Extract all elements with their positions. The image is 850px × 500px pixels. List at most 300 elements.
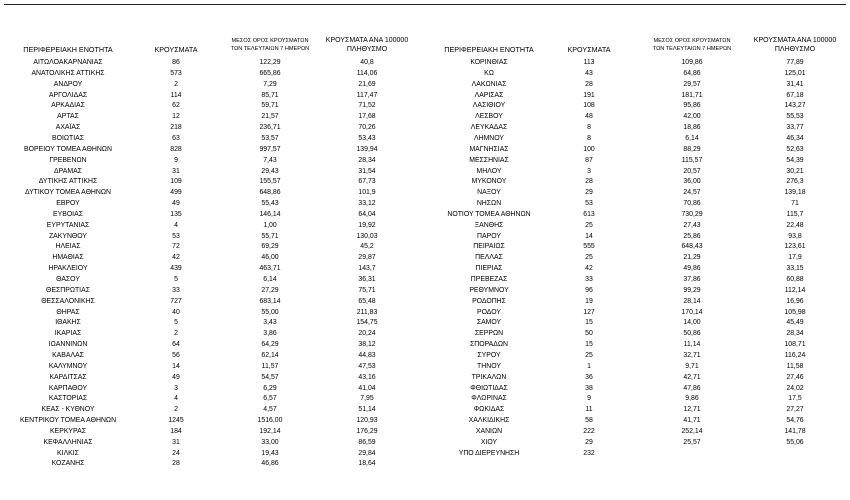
right-row-0-per100k: 77,89 [786,59,804,66]
left-row-11-per100k: 67,73 [358,178,376,186]
right-row-23-avg7: 170,14 [681,308,703,316]
left-row-36-cases: 24 [172,449,180,457]
right-row-10-region: ΜΗΛΟΥ [476,167,502,175]
right-row-24-cases: 15 [585,319,593,327]
right-row-6-region: ΛΕΥΚΑΔΑΣ [470,124,508,132]
left-row-8-region: ΒΟΡΕΙΟΥ ΤΟΜΕΑ ΑΘΗΝΩΝ [24,145,112,153]
left-row-25-cases: 2 [174,330,178,338]
right-row-7-cases: 8 [587,134,591,142]
left-row-21-avg7: 27,29 [261,286,279,294]
right-row-17-region: ΠΕΙΡΑΙΩΣ [473,243,505,251]
left-row-21-region: ΘΕΣΠΡΩΤΙΑΣ [46,286,90,294]
left-row-15-cases: 4 [174,221,178,229]
left-row-23-avg7: 55,00 [261,308,279,316]
right-row-5-cases: 48 [585,113,593,121]
left-row-12-per100k: 101,9 [358,189,376,197]
right-row-3-region: ΛΑΡΙΣΑΣ [474,91,504,99]
left-row-10-per100k: 31,54 [358,167,376,175]
right-row-22-per100k: 16,96 [786,297,804,305]
left-row-11-avg7: 155,57 [259,178,281,186]
left-row-16-region: ΖΑΚΥΝΘΟΥ [48,232,88,240]
right-row-27-avg7: 32,71 [683,351,701,359]
right-row-21-avg7: 99,29 [683,286,701,294]
right-row-20-per100k: 60,88 [786,276,804,283]
left-row-6-cases: 218 [170,124,182,132]
right-row-10-per100k: 30,21 [786,167,804,175]
right-row-8-avg7: 88,29 [683,145,701,153]
right-row-10-cases: 3 [587,167,591,175]
right-row-31-per100k: 17,5 [788,395,802,403]
right-row-28-avg7: 9,71 [685,362,699,370]
right-row-20-cases: 33 [585,276,593,283]
left-row-14-cases: 135 [170,210,182,218]
left-row-34-cases: 184 [170,427,182,435]
right-row-19-region: ΠΙΕΡΙΑΣ [475,265,503,273]
right-row-21-region: ΡΕΘΥΜΝΟΥ [469,286,509,294]
left-row-0-per100k: 40,8 [360,59,374,66]
left-row-12-region: ΔΥΤΙΚΟΥ ΤΟΜΕΑ ΑΘΗΝΩΝ [24,189,112,197]
right-row-11-per100k: 276,3 [786,178,804,186]
right-row-34-cases: 222 [583,427,595,435]
left-row-29-avg7: 54,57 [261,373,279,381]
right-row-33-avg7: 41,71 [683,417,701,425]
right-row-1-per100k: 125,01 [784,69,806,77]
right-header-avg-line2: ΤΩΝ ΤΕΛΕΥΤΑΙΩΝ 7 ΗΜΕΡΩΝ [652,46,732,52]
left-row-8-per100k: 139,94 [356,145,378,153]
right-row-7-per100k: 46,34 [786,134,804,142]
left-row-19-cases: 439 [170,265,182,273]
left-row-6-per100k: 70,26 [358,124,376,132]
left-header-per100k-line1: ΚΡΟΥΣΜΑΤΑ ΑΝΑ 100000 [325,37,409,44]
right-header-region: ΠΕΡΙΦΕΡΕΙΑΚΗ ΕΝΟΤΗΤΑ [444,45,534,54]
left-row-33-per100k: 120,93 [356,417,378,425]
left-row-26-region: ΙΩΑΝΝΙΝΩΝ [48,341,88,349]
left-row-18-per100k: 29,87 [358,254,376,262]
right-header-avg-line1: ΜΕΣΟΣ ΟΡΟΣ ΚΡΟΥΣΜΑΤΩΝ [653,38,731,44]
right-row-3-avg7: 181,71 [681,91,703,99]
left-row-24-region: ΙΘΑΚΗΣ [55,319,81,327]
right-row-3-per100k: 67,18 [786,91,804,99]
left-row-24-avg7: 3,43 [263,319,277,327]
left-row-32-avg7: 4,57 [263,406,277,414]
left-row-15-per100k: 19,92 [358,221,376,229]
left-row-32-per100k: 51,14 [358,406,376,414]
right-row-23-cases: 127 [583,308,595,316]
right-row-19-per100k: 33,15 [786,265,804,273]
right-row-26-cases: 15 [585,341,593,349]
left-row-28-cases: 14 [172,362,180,370]
left-row-15-region: ΕΥΡΥΤΑΝΙΑΣ [46,221,90,229]
right-row-36-cases: 232 [583,449,595,457]
right-row-22-avg7: 28,14 [683,297,701,305]
right-row-0-region: ΚΟΡΙΝΘΙΑΣ [470,59,508,66]
left-row-29-region: ΚΑΡΔΙΤΣΑΣ [49,373,87,381]
right-row-27-region: ΣΥΡΟΥ [477,351,501,359]
left-row-20-region: ΘΑΣΟΥ [56,276,80,283]
right-row-2-per100k: 31,41 [786,80,804,88]
right-row-23-region: ΡΟΔΟΥ [476,308,502,316]
right-row-32-cases: 11 [585,406,593,414]
right-row-18-cases: 25 [585,254,593,262]
left-row-36-region: ΚΙΛΚΙΣ [57,449,79,457]
left-row-30-avg7: 6,29 [263,384,277,392]
right-row-17-cases: 555 [583,243,595,251]
right-row-8-region: ΜΑΓΝΗΣΙΑΣ [469,145,509,153]
left-row-33-cases: 1245 [168,417,184,425]
right-row-12-cases: 29 [585,189,593,197]
right-row-0-avg7: 109,86 [681,59,703,66]
right-row-26-per100k: 108,71 [784,341,806,349]
left-row-7-region: ΒΟΙΩΤΙΑΣ [51,134,85,142]
right-row-25-region: ΣΕΡΡΩΝ [474,330,504,338]
right-row-11-avg7: 36,00 [683,178,701,186]
right-row-28-cases: 1 [587,362,591,370]
left-row-25-per100k: 20,24 [358,330,376,338]
right-row-36-region: ΥΠΟ ΔΙΕΡΕΥΝΗΣΗ [458,449,520,457]
right-row-27-cases: 25 [585,351,593,359]
left-row-20-avg7: 6,14 [263,276,277,283]
left-row-11-region: ΔΥΤΙΚΗΣ ΑΤΤΙΚΗΣ [38,178,98,186]
left-row-30-region: ΚΑΡΠΑΘΟΥ [48,384,88,392]
left-row-0-avg7: 122,29 [259,59,281,66]
left-row-5-per100k: 17,68 [358,113,376,121]
right-row-1-region: ΚΩ [484,69,494,77]
right-row-15-region: ΞΑΝΘΗΣ [474,221,504,229]
right-row-18-per100k: 17,9 [788,254,802,262]
left-row-1-region: ΑΝΑΤΟΛΙΚΗΣ ΑΤΤΙΚΗΣ [31,69,105,77]
right-row-24-region: ΣΑΜΟΥ [476,319,502,327]
left-row-18-avg7: 46,00 [261,254,279,262]
left-row-2-avg7: 7,29 [263,80,277,88]
left-row-4-per100k: 71,52 [358,102,376,110]
left-row-19-region: ΗΡΑΚΛΕΙΟΥ [48,265,88,273]
left-row-17-avg7: 69,29 [261,243,279,251]
right-row-0-cases: 113 [583,59,595,66]
right-row-33-cases: 58 [585,417,593,425]
right-row-11-region: ΜΥΚΟΝΟΥ [471,178,507,186]
right-row-2-cases: 28 [585,80,593,88]
right-row-29-avg7: 42,71 [683,373,701,381]
left-row-14-avg7: 146,14 [259,210,281,218]
right-row-4-region: ΛΑΣΙΘΙΟΥ [472,102,506,110]
right-row-17-per100k: 123,61 [784,243,806,251]
left-row-10-cases: 31 [172,167,180,175]
right-row-35-avg7: 25,57 [683,438,701,446]
left-row-36-avg7: 19,43 [261,449,279,457]
left-row-4-cases: 62 [172,102,180,110]
left-row-9-avg7: 7,43 [263,156,277,164]
left-row-23-cases: 40 [172,308,180,316]
left-row-6-avg7: 236,71 [259,124,281,132]
left-row-2-region: ΑΝΔΡΟΥ [53,80,83,88]
right-row-22-region: ΡΟΔΟΠΗΣ [472,297,506,305]
left-row-18-cases: 42 [172,254,180,262]
right-row-31-cases: 9 [587,395,591,403]
right-row-29-region: ΤΡΙΚΑΛΩΝ [471,373,507,381]
left-row-37-cases: 28 [172,460,180,468]
left-row-23-per100k: 211,83 [356,308,378,316]
right-row-20-region: ΠΡΕΒΕΖΑΣ [470,276,508,283]
right-row-32-per100k: 27,27 [786,406,804,414]
right-row-14-per100k: 115,7 [786,210,804,218]
left-header-per100k-line2: ΠΛΗΘΥΣΜΟ [346,46,388,53]
left-header-region: ΠΕΡΙΦΕΡΕΙΑΚΗ ΕΝΟΤΗΤΑ [23,45,113,54]
right-row-9-per100k: 54,39 [786,156,804,164]
right-row-19-avg7: 49,86 [683,265,701,273]
right-row-30-per100k: 24,02 [786,384,804,392]
right-row-20-avg7: 37,86 [683,276,701,283]
left-row-3-avg7: 85,71 [261,91,279,99]
right-row-14-region: ΝΟΤΙΟΥ ΤΟΜΕΑ ΑΘΗΝΩΝ [447,210,531,218]
right-row-13-per100k: 71 [791,200,799,208]
left-row-13-avg7: 55,43 [261,200,279,208]
left-row-13-cases: 49 [172,200,180,208]
right-header-per100k-line1: ΚΡΟΥΣΜΑΤΑ ΑΝΑ 100000 [753,37,837,44]
left-row-26-cases: 64 [172,341,180,349]
right-row-11-cases: 28 [585,178,593,186]
left-row-0-cases: 86 [172,59,180,66]
right-row-28-per100k: 11,58 [786,362,804,370]
left-row-18-region: ΗΜΑΘΙΑΣ [52,254,84,262]
right-header-per100k-line2: ΠΛΗΘΥΣΜΟ [774,46,816,53]
right-header-cases: ΚΡΟΥΣΜΑΤΑ [567,45,611,54]
left-row-28-avg7: 11,57 [261,362,279,370]
left-row-17-region: ΗΛΕΙΑΣ [55,243,81,251]
right-row-1-avg7: 64,86 [683,69,701,77]
right-row-7-region: ΛΗΜΝΟΥ [473,134,505,142]
left-row-14-per100k: 64,04 [358,210,376,218]
left-row-13-region: ΕΒΡΟΥ [56,200,80,208]
left-header-avg-line1: ΜΕΣΟΣ ΟΡΟΣ ΚΡΟΥΣΜΑΤΩΝ [231,38,309,44]
left-row-37-region: ΚΟΖΑΝΗΣ [51,460,85,468]
left-row-1-per100k: 114,06 [356,69,378,77]
right-row-4-avg7: 95,86 [683,102,701,110]
right-row-35-cases: 29 [585,438,593,446]
top-rule [4,4,846,5]
left-row-5-cases: 12 [172,113,180,121]
right-row-3-cases: 191 [583,91,595,99]
left-row-16-per100k: 130,03 [356,232,378,240]
left-row-17-per100k: 45,2 [360,243,374,251]
left-row-8-avg7: 997,57 [259,145,281,153]
left-row-20-cases: 5 [174,276,178,283]
right-row-7-avg7: 6,14 [685,134,699,142]
left-row-16-cases: 53 [172,232,180,240]
right-row-25-per100k: 28,34 [786,330,804,338]
left-row-9-cases: 9 [174,156,178,164]
right-row-2-region: ΛΑΚΩΝΙΑΣ [471,80,507,88]
right-row-16-avg7: 25,86 [683,232,701,240]
left-row-31-region: ΚΑΣΤΟΡΙΑΣ [48,395,88,403]
left-row-31-per100k: 7,95 [360,395,374,403]
left-row-32-region: ΚΕΑΣ - ΚΥΘΝΟΥ [41,406,95,414]
right-row-32-region: ΦΩΚΙΔΑΣ [473,406,505,414]
right-row-25-avg7: 50,86 [683,330,701,338]
left-row-5-avg7: 21,57 [261,113,279,121]
right-row-9-avg7: 115,57 [681,156,703,164]
left-row-1-cases: 573 [170,69,182,77]
left-row-25-region: ΙΚΑΡΙΑΣ [54,330,82,338]
right-row-17-avg7: 648,43 [681,243,703,251]
left-row-20-per100k: 36,31 [358,276,376,283]
left-row-10-region: ΔΡΑΜΑΣ [54,167,82,175]
left-row-24-cases: 5 [174,319,178,327]
right-row-9-cases: 87 [585,156,593,164]
left-row-14-region: ΕΥΒΟΙΑΣ [53,210,83,218]
left-row-22-region: ΘΕΣΣΑΛΟΝΙΚΗΣ [41,297,95,305]
right-row-35-region: ΧΙΟΥ [480,438,498,446]
right-row-16-cases: 14 [585,232,593,240]
right-row-12-region: ΝΑΞΟΥ [477,189,501,197]
left-row-30-cases: 3 [174,384,178,392]
right-row-4-per100k: 143,27 [784,102,806,110]
left-row-17-cases: 72 [172,243,180,251]
left-row-22-cases: 727 [170,297,182,305]
right-row-8-per100k: 52,63 [786,145,804,153]
right-row-10-avg7: 20,57 [683,167,701,175]
left-row-9-region: ΓΡΕΒΕΝΩΝ [49,156,87,164]
left-row-27-cases: 56 [172,351,180,359]
left-row-33-region: ΚΕΝΤΡΙΚΟΥ ΤΟΜΕΑ ΑΘΗΝΩΝ [19,417,117,425]
left-row-5-region: ΑΡΤΑΣ [57,113,79,121]
right-row-29-cases: 36 [585,373,593,381]
right-row-26-region: ΣΠΟΡΑΔΩΝ [469,341,509,349]
left-row-28-region: ΚΑΛΥΜΝΟΥ [48,362,88,370]
left-row-4-avg7: 59,71 [261,102,279,110]
left-row-19-avg7: 463,71 [259,265,281,273]
right-row-21-cases: 96 [585,286,593,294]
left-row-33-avg7: 1516,00 [257,417,283,425]
left-row-27-avg7: 62,14 [261,351,279,359]
left-row-35-per100k: 86,59 [358,438,376,446]
left-row-3-cases: 114 [170,91,182,99]
left-row-35-cases: 31 [172,438,180,446]
left-row-24-per100k: 154,75 [356,319,378,327]
right-row-5-region: ΛΕΣΒΟΥ [475,113,503,121]
right-row-27-per100k: 116,24 [784,351,806,359]
right-row-13-region: ΝΗΣΩΝ [476,200,502,208]
left-row-31-cases: 4 [174,395,178,403]
left-row-29-cases: 49 [172,373,180,381]
left-row-12-avg7: 648,86 [259,189,281,197]
left-row-9-per100k: 28,34 [358,156,376,164]
right-row-33-per100k: 54,76 [786,417,804,425]
left-row-12-cases: 499 [170,189,182,197]
right-row-18-avg7: 21,29 [683,254,701,262]
right-row-12-per100k: 139,18 [784,189,806,197]
left-row-1-avg7: 665,86 [259,69,281,77]
right-row-31-region: ΦΛΩΡΙΝΑΣ [471,395,507,403]
left-row-28-per100k: 47,53 [358,362,376,370]
left-row-22-per100k: 65,48 [358,297,376,305]
right-row-34-region: ΧΑΝΙΩΝ [475,427,503,435]
right-row-6-avg7: 18,86 [683,124,701,132]
left-row-0-region: ΑΙΤΩΛΟΑΚΑΡΝΑΝΙΑΣ [33,59,103,66]
left-header-cases: ΚΡΟΥΣΜΑΤΑ [154,45,198,54]
left-row-7-avg7: 53,57 [261,134,279,142]
left-row-37-per100k: 18,64 [358,460,376,468]
left-row-34-avg7: 192,14 [259,427,281,435]
right-row-5-avg7: 42,00 [683,113,701,121]
right-row-19-cases: 42 [585,265,593,273]
right-row-6-per100k: 33,77 [786,124,804,132]
left-row-26-avg7: 64,29 [261,341,279,349]
left-row-27-per100k: 44,83 [358,351,376,359]
left-row-4-region: ΑΡΚΑΔΙΑΣ [51,102,85,110]
right-row-31-avg7: 9,86 [685,395,699,403]
left-row-26-per100k: 38,12 [358,341,376,349]
left-row-23-region: ΘΗΡΑΣ [56,308,80,316]
right-row-26-avg7: 11,14 [683,341,701,349]
right-row-30-cases: 38 [585,384,593,392]
left-row-3-region: ΑΡΓΟΛΙΔΑΣ [48,91,88,99]
left-row-34-per100k: 176,29 [356,427,378,435]
left-header-avg-line2: ΤΩΝ ΤΕΛΕΥΤΑΙΩΝ 7 ΗΜΕΡΩΝ [230,46,310,52]
left-row-3-per100k: 117,47 [356,91,378,99]
right-row-28-region: ΤΗΝΟΥ [477,362,501,370]
right-row-13-avg7: 70,86 [683,200,701,208]
right-row-30-region: ΦΘΙΩΤΙΔΑΣ [470,384,508,392]
right-row-33-region: ΧΑΛΚΙΔΙΚΗΣ [468,417,510,425]
right-row-12-avg7: 24,57 [683,189,701,197]
right-row-21-per100k: 112,14 [784,286,806,294]
right-row-8-cases: 100 [583,145,595,153]
left-row-29-per100k: 43,16 [358,373,376,381]
left-row-32-cases: 2 [174,406,178,414]
left-row-31-avg7: 6,57 [263,395,277,403]
left-row-16-avg7: 55,71 [261,232,279,240]
left-row-30-per100k: 41,04 [358,384,376,392]
left-row-7-cases: 63 [172,134,180,142]
right-row-30-avg7: 47,86 [683,384,701,392]
right-row-1-cases: 43 [585,69,593,77]
left-row-21-per100k: 75,71 [358,286,376,294]
left-row-37-avg7: 46,86 [261,460,279,468]
left-row-34-region: ΚΕΡΚΥΡΑΣ [50,427,86,435]
right-row-25-cases: 50 [585,330,593,338]
left-row-21-cases: 33 [172,286,180,294]
right-row-29-per100k: 27,46 [786,373,804,381]
left-row-35-region: ΚΕΦΑΛΛΗΝΙΑΣ [43,438,93,446]
right-row-23-per100k: 105,98 [784,308,806,316]
right-row-35-per100k: 55,06 [786,438,804,446]
right-row-13-cases: 53 [585,200,593,208]
right-row-34-per100k: 141,78 [784,427,806,435]
right-row-2-avg7: 29,57 [683,80,701,88]
left-row-19-per100k: 143,7 [358,265,376,273]
left-row-35-avg7: 33,00 [261,438,279,446]
left-row-11-cases: 109 [170,178,182,186]
right-row-9-region: ΜΕΣΣΗΝΙΑΣ [469,156,509,164]
right-row-14-avg7: 730,29 [681,210,703,218]
left-row-2-per100k: 21,69 [358,80,376,88]
left-row-13-per100k: 33,12 [358,200,376,208]
right-row-15-avg7: 27,43 [683,221,701,229]
right-row-15-per100k: 22,48 [786,221,804,229]
left-row-25-avg7: 3,86 [263,330,277,338]
right-row-22-cases: 19 [585,297,593,305]
left-row-6-region: ΑΧΑΪΑΣ [55,124,81,132]
right-row-18-region: ΠΕΛΛΑΣ [475,254,503,262]
right-row-4-cases: 108 [583,102,595,110]
left-row-36-per100k: 29,84 [358,449,376,457]
right-row-15-cases: 25 [585,221,593,229]
left-row-10-avg7: 29,43 [261,167,279,175]
left-row-8-cases: 828 [170,145,182,153]
left-row-2-cases: 2 [174,80,178,88]
right-row-34-avg7: 252,14 [681,427,703,435]
right-row-32-avg7: 12,71 [683,406,701,414]
